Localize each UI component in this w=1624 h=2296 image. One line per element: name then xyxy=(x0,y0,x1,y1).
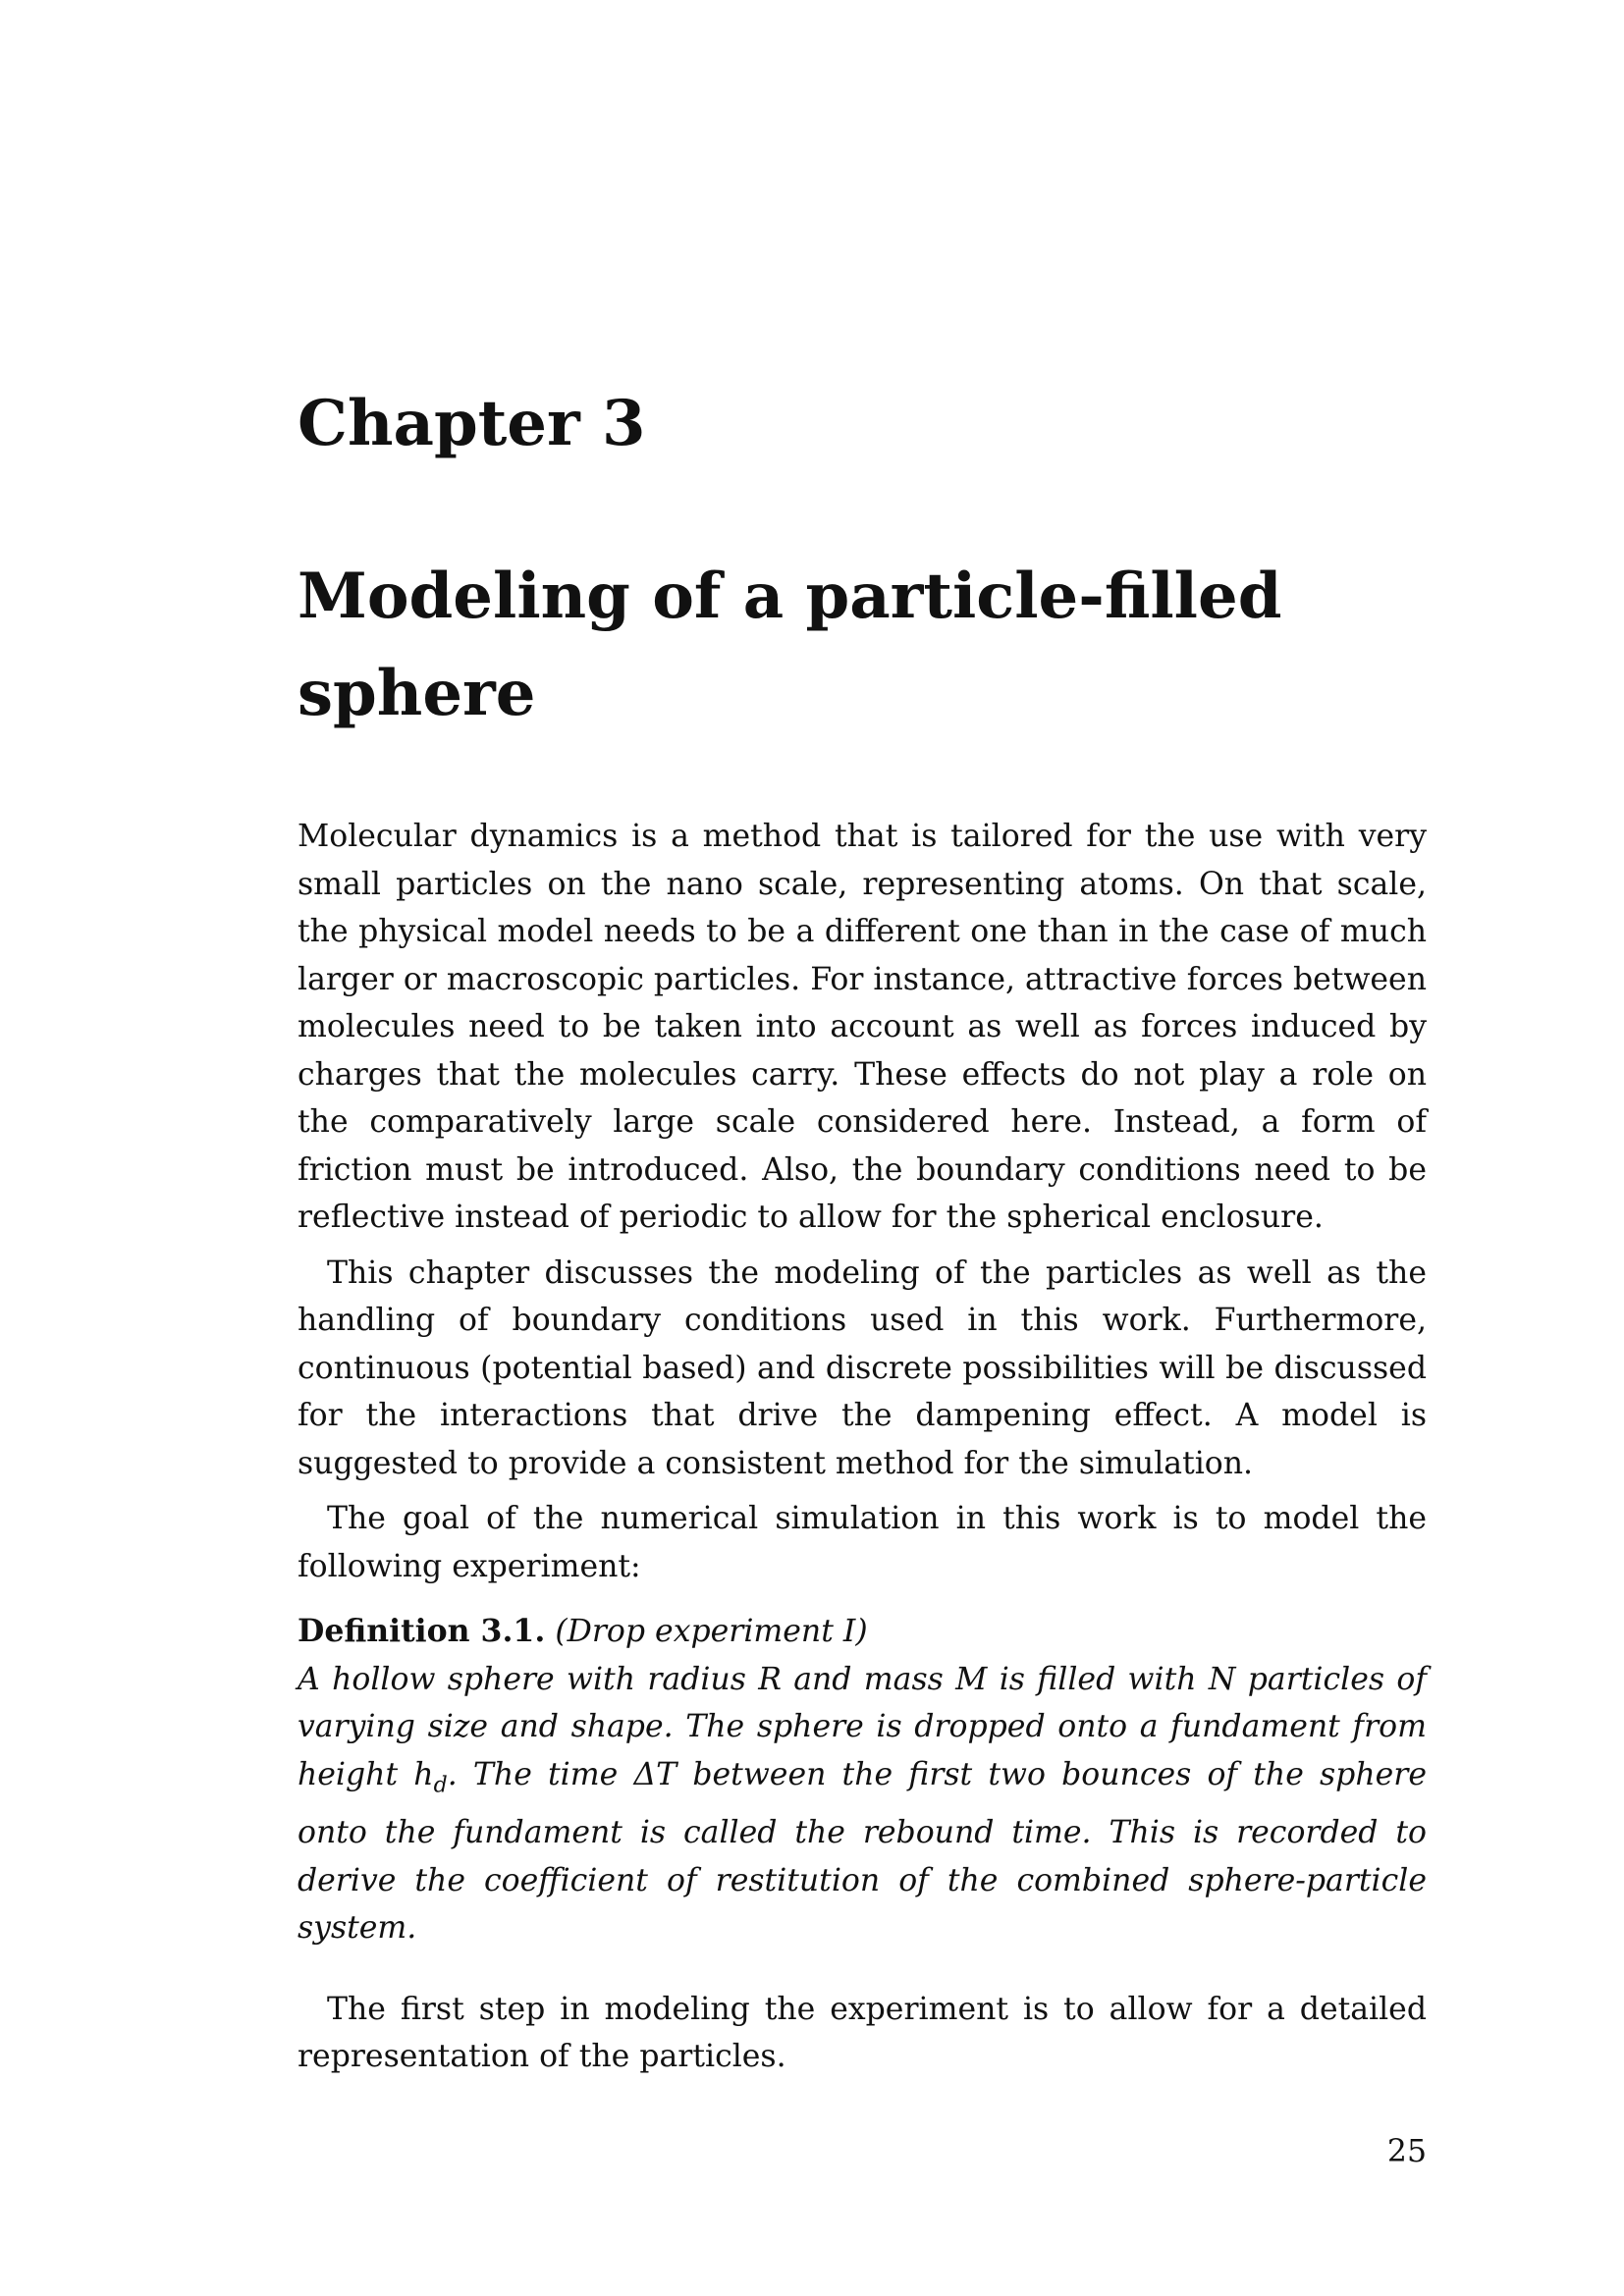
math-rebound-time: ΔT xyxy=(633,1756,677,1792)
chapter-title: Modeling of a particle-filled sphere xyxy=(298,560,1282,730)
math-height: h xyxy=(413,1756,434,1792)
definition-text: . The time xyxy=(447,1756,634,1792)
definition-text: and mass xyxy=(781,1661,956,1697)
definition-text: between the first two bounces of the sphere onto the fundament is called the rebound time. This is recorded to derive the coefficient of restitution of the combined sphere-particle system. xyxy=(298,1756,1427,1947)
math-mass: M xyxy=(955,1661,988,1697)
paragraph-intro: Molecular dynamics is a method that is tailored for the use with very small particles on the nano scale, representing atoms. On that scale, the physical model needs to be a different one than in the case of much larger or macroscopic particles. For instance, attractive forces between molecules need to be taken into account as well as forces induced by charges that the molecules carry. These effects do not play a role on the comparatively large scale considered here. Instead, a form of friction must be introduced. Also, the boundary conditions need to be reflective instead of periodic to allow for the spherical enclosure. xyxy=(298,819,1427,1235)
chapter-label: Chapter 3 xyxy=(298,387,646,460)
definition-body xyxy=(298,1656,1427,1952)
definition-block xyxy=(298,1608,1427,1952)
definition-text: A hollow sphere with radius xyxy=(298,1661,759,1697)
page-number: 25 xyxy=(1386,2134,1427,2169)
definition-number: Definition 3.1. xyxy=(298,1613,546,1649)
definition-text: is filled with xyxy=(987,1661,1209,1697)
paragraph-chapter-overview: This chapter discusses the modeling of the particles as well as the handling of boundary conditions used in this work. Furthermore, continuous (potential based) and discrete possibilities will be discussed for the interactions that drive the dampening effect. A model is suggested to provide a consistent method for the simulation. xyxy=(298,1255,1427,1481)
definition-title: (Drop experiment I) xyxy=(555,1614,868,1649)
chapter-body xyxy=(298,813,1427,2081)
paragraph-first-step: The first step in modeling the experiment is to allow for a detailed representation of the particles. xyxy=(298,1991,1427,2075)
definition-header xyxy=(298,1608,1427,1656)
math-particle-count: N xyxy=(1208,1661,1236,1697)
paragraph-goal: The goal of the numerical simulation in this work is to model the following experiment: xyxy=(298,1501,1427,1584)
math-height-subscript: d xyxy=(433,1772,448,1797)
math-radius: R xyxy=(758,1661,782,1697)
definition-text: particles of varying size and shape. The sphere is dropped onto a fundament from height xyxy=(298,1661,1427,1792)
